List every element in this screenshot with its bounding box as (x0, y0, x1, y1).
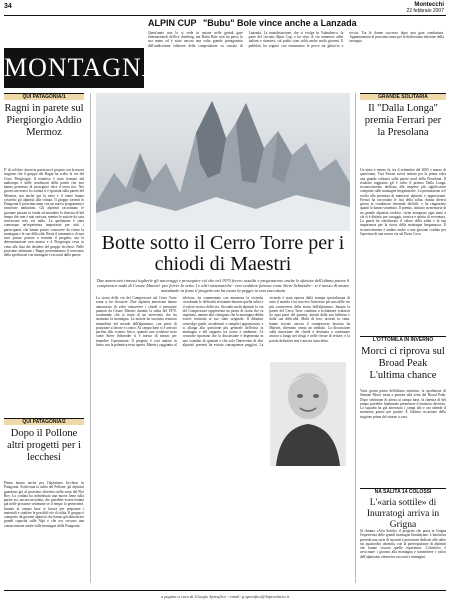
top-strip-kicker: ALPIN CUP (148, 18, 197, 28)
left-top-body: E' di soli due ritorni in patria ma è proprio con la nuova stagione che il gruppo dei Ragni ha scelto la via del Cerro Piergiorgio. Il tentativo è stato fermato dal maltempo e dalle condizioni della parete che non hanno permesso di proseguire oltre il terzo tiro. Nei giorni successivi la cordata si è spostata sulla parete del Mermoz, ma anche qui la neve e il vento hanno costretto gli alpinisti alla ritirata. Il gruppo tornerà in Patagonia il prossimo anno con un nuovo programma e rinnovate ambizioni. Gli alpinisti raccontano le giornate passate in tenda ad attendere la finestra di bel tempo che non è mai arrivata, mentre le notizie da casa arrivavano solo via radio. La spedizione è stata comunque un'esperienza importante per tutti i partecipanti, che hanno potuto conoscere da vicino la montagna e le sue difficoltà. Resta il rammarico di non aver potuto portare a termine il progetto, ma la determinazione non manca e il Piergiorgio resta in cima alla lista dei desideri del gruppo lecchese. Nelle prossime settimane i Ragni presenteranno il resoconto della spedizione con immagini e racconti dalla parete. (4, 168, 84, 257)
top-strip-title: "Bubu" Bole vince anche a Lanzada (203, 18, 357, 28)
right-top-title: Il "Dalla Longa" premia Ferrari per la Presolana (364, 103, 442, 138)
right-mid-body: Varsi giorni prima dell'ultimo tentativo, la spedizione di Simone Morci torna a puntare alla vetta del Broad Peak. Dopo settimane di attesa al campo base, la finestra di bel tempo potrebbe finalmente permettere il tentativo decisivo. La squadra ha già attrezzato i campi alti e ora attende il momento giusto per partire. È l'ultima occasione della stagione prima del ritorno a casa. (360, 389, 446, 419)
footer-rule (4, 590, 446, 591)
left-bottom-rubric: QUI PATAGONIA/2 (4, 418, 84, 425)
right-top-rubric: GRANDE SOLITARIA (360, 93, 446, 100)
right-mid-title: Morci ci riprova sul Broad Peak L'ultima chance (361, 346, 445, 381)
cerro-torre-photo (96, 93, 350, 231)
right-bottom-title: L'«aria sottile» di Inurratogi arriva in Grigna (366, 498, 440, 530)
left-top-article (4, 93, 84, 416)
top-strip-headline (148, 18, 357, 28)
feature-headline: Botte sotto il Cerro Torre per i chiodi di Maestri (101, 232, 345, 275)
portrait-photo (270, 362, 346, 466)
mountain-spires-illustration (96, 93, 350, 231)
feature-body: La storia della via del Compressore sul Cerro Torre torna a far discutere. Due alpinisti americani hanno annunciato di voler rimuovere i chiodi a pressione piantati da Cesare Maestri durante la salita del 1970, sostenendo che si tratta di un intervento che ha snaturato la montagna. La notizia ha suscitato reazioni immediate nel mondo dell'alpinismo, con prese di posizione a favore e contro. Al campo base si è arrivati perfino allo scontro fisico, quando uno scalatore noto come Steve Schneider si è messo di mezzo per impedire l'operazione. Il progetto è così andato in fumo, ma la polemica resta aperta. Maestri, raggiunto al telefono, ha commentato con amarezza la vicenda, ricordando le difficoltà affrontate durante quella salita e il valore storico della via. Secondo molti alpinisti la via del Compressore rappresenta un pezzo di storia che va rispettato, mentre altri ritengono che la montagna debba essere restituita al suo stato originale. Il dibattito coinvolge guide, accademici e semplici appassionati, e si allarga alla questione più generale dell'etica in montagna e del rapporto tra uomo e ambiente. Le cronache riportano che la discussione è degenerata in uno scambio di spintoni e che solo l'intervento di altri alpinisti presenti ha evitato conseguenze peggiori. La vicenda è stata ripresa dalla stampa specializzata di tutto il mondo e ha riacceso l'interesse per una delle vie più controverse della storia dell'alpinismo. Intanto la parete del Cerro Torre continua a richiamare scalatori da ogni parte del pianeta, attratti dalla sua bellezza e dalla sua difficoltà. Molti di loro, arrivati in cima, hanno trovato ancora il compressore lasciato da Maestri, diventato ormai un simbolo. La discussione sulla rimozione dei chiodi è destinata a continuare ancora a lungo nei rifugi e nelle riviste di settore, e la parola definitiva non è ancora stata detta. (96, 296, 350, 347)
right-top-body: Un anno e mezzo fa, tra il settembre del 2005 e marzo di quest'anno, Yuri Ferrari aveva tentato per la prima volta una grande solitaria sulla parete nord della Presolana. Il risultato raggiunto gli è valso il premio Dalla Longa, riconoscimento dedicato alle imprese più significative compiute sulle montagne bergamasche. La premiazione si è svolta alla presenza di numerosi alpinisti e appassionati. Ferrari ha raccontato le fasi della salita, durata diversi giorni in condizioni invernali difficili, e ha ringraziato quanti lo hanno sostenuto. Il premio, istituito in memoria di un grande alpinista orobico, viene assegnato ogni anno a chi si è distinto per coraggio, tecnica e spirito di avventura. La giuria ha sottolineato il valore della salita e la sua importanza per la storia della montagna bergamasca. Il riconoscimento è andato anche a una giovane cordata per l'apertura di una nuova via sul Pizzo Coca. (360, 168, 446, 236)
right-bottom-body: Si chiama «Aria Sottile» il progetto che porta in Grigna l'esperienza delle grandi montagne himalayane. L'iniziativa prevede una serie di incontri e proiezioni dedicati alle salite sui quattordici ottomila, con la partecipazione di alpinisti che hanno vissuto quelle esperienze. L'obiettivo è avvicinare i giovani alla montagna e trasmettere i valori dell'alpinismo attraverso racconti e immagini. (360, 529, 446, 559)
page-footer: a pagina a cura di Giorgio Spreafico - email: g.spreafico@laprovincia.it (160, 594, 290, 599)
feature-summary: Due americani rimossi toglierle gli ancoraggi e proseguire ciò che nel 1970 fecero assaliti e progettarono anche le sfuriate dell'ultima parete il compressor nudo di Cesare Maestri. pur ferrer la vetta. I e altri sistematiche - uno scaldore famoso come Steve Schneider - si è messo di mezzo mandando in fumo il progetto ma ha avuto la peggio in una zuccottata (96, 278, 350, 294)
right-mid-article (360, 336, 446, 491)
page-number: 34 (4, 3, 12, 10)
left-bottom-title: Dopo il Pollone altri progetti per i lecchesi (7, 428, 81, 463)
right-mid-rubric: L'OTTOMILA IN INVERNO (360, 336, 446, 343)
portrait-illustration (270, 362, 346, 466)
header-rule (4, 15, 446, 16)
right-top-article (360, 93, 446, 336)
left-top-rubric: QUI PATAGONIA/1 (4, 93, 84, 100)
right-bottom-article (360, 488, 446, 593)
left-bottom-article (4, 418, 84, 593)
top-strip-body: Quest'anno non lo si vede in azione nelle grandi gare internazionali dell'ice climbing, ma Bubu Bole non ha perso la sua mano ed è stato ancora una volta grande protagonista dell'undicesima edizione della competizione su cascata di Lanzada. La manifestazione, che si svolge in Valmalenco, fa parte del circuito Alpin Cup, e ha visto al via numerosi atleti italiani e stranieri; sul podio sono saliti anche molti giovani. Il pubblico ha seguito con entusiasmo le prove tra ghiaccio e roccia. Tra le donne successo dopo una gara combattuta. Appuntamento al prossimo anno per la dodicesima edizione della rassegna. (148, 31, 444, 48)
right-bottom-rubric: NA SALITA 14 COLOSSI (360, 488, 446, 495)
header-dateline (406, 2, 444, 14)
left-bottom-body: Primo buono anche per l'alpinismo lecchese in Patagonia. Archiviata la salita del Pollone, gli alpinisti guardano già al prossimo obiettivo nella zona del Fitz Roy. La cordata ha individuato una nuova linea sulla parete est, ancora inviolata, che potrebbe essere tentata già nelle prossime settimane se il tempo lo permetterà. Intanto al campo base si lavora per preparare i materiali e studiare le possibili vie di salita. Il gruppo è composto da giovani alpinisti che hanno già dimostrato grandi capacità sulle Alpi e che ora cercano una consacrazione anche sulle montagne della Patagonia. (4, 481, 84, 528)
left-top-title: Ragni in parete sul Piergiorgio Addio Mermoz (4, 103, 84, 138)
publication-name: Montecchi (414, 2, 444, 8)
section-masthead: MONTAGNA (4, 48, 144, 88)
column-divider-right (355, 93, 356, 583)
column-divider-left (90, 93, 91, 583)
issue-date: 22 febbraio 2007 (406, 8, 444, 14)
